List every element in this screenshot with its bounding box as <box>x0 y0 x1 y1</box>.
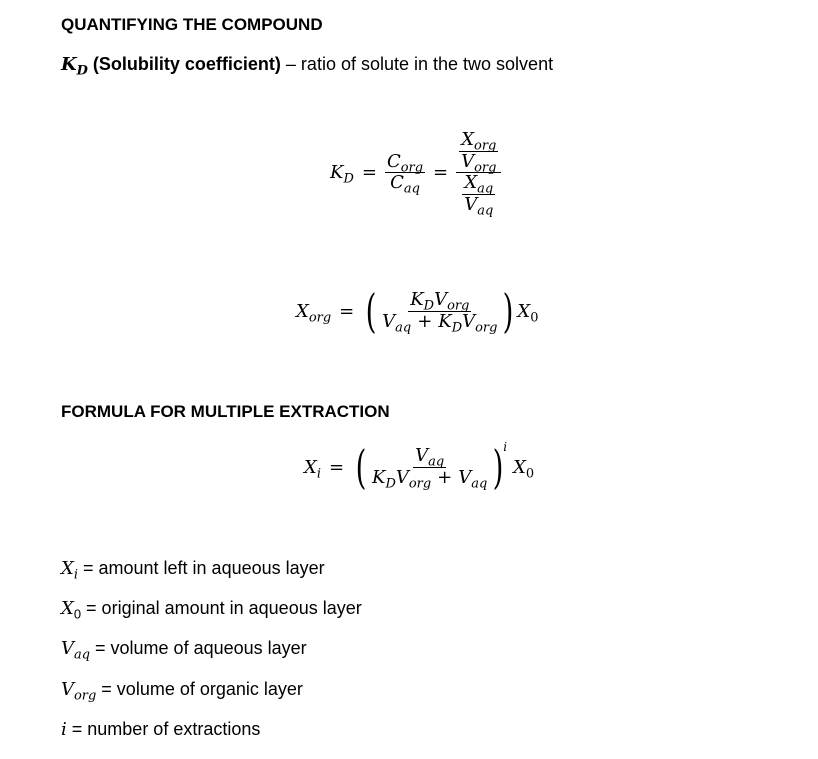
kd-definition <box>61 54 554 79</box>
formula-kd-lhs: $K_D$ <box>330 162 354 187</box>
fraction-aq: $\frac{X_{aq}}{V_{aq}}$ <box>464 172 494 219</box>
kd-description: – ratio of solute in the two solvent <box>280 54 554 74</box>
section-heading-multiple-extraction: FORMULA FOR MULTIPLE EXTRACTION <box>61 402 390 421</box>
legend-item: i = number of extractions <box>61 719 261 740</box>
kd-symbol: $K_D$ <box>61 54 88 79</box>
formula-multiple-extraction <box>304 440 535 494</box>
formula-xorg-lhs: $X_{org}$ <box>296 300 332 326</box>
left-parenthesis: ( <box>355 440 367 494</box>
equals-sign: = <box>328 456 345 478</box>
legend-item: $V_{org}$ = volume of organic layer <box>61 679 303 704</box>
formula-kd <box>330 129 501 219</box>
legend-item: $V_{aq}$ = volume of aqueous layer <box>61 638 307 663</box>
x0-term: $X_0$ <box>517 300 539 326</box>
formula-xi-lhs: $X_i$ <box>304 456 321 482</box>
right-parenthesis: ) <box>503 284 514 338</box>
fraction-amount-per-volume <box>456 129 501 219</box>
section-heading-quantifying: QUANTIFYING THE COMPOUND <box>61 15 323 34</box>
right-parenthesis: ) <box>492 440 504 494</box>
left-parenthesis: ( <box>365 284 377 338</box>
x0-term: $X_0$ <box>513 456 535 482</box>
fraction-org: $\frac{X_{org}}{V_{org}}$ <box>461 129 497 176</box>
exponent-i: i <box>503 440 508 454</box>
equals-sign: = <box>339 300 355 322</box>
kd-label: (Solubility coefficient) <box>92 54 281 74</box>
fraction-remaining: $\frac{V_{aq}}{K_DV_{org} + V_{aq}}$ <box>372 444 488 492</box>
legend-item: $X_i$ = amount left in aqueous layer <box>61 558 325 583</box>
formula-xorg <box>296 284 539 338</box>
equals-sign: = <box>433 162 449 184</box>
fraction-extracted: $\frac{K_DV_{org}}{V_{aq} + K_DV_{org}}$ <box>382 288 498 336</box>
fraction-concentration: $\frac{C_{org}}{C_{aq}}$ <box>386 150 424 197</box>
equals-sign: = <box>361 162 377 184</box>
legend-item: $X_0$ = original amount in aqueous layer <box>61 598 362 622</box>
